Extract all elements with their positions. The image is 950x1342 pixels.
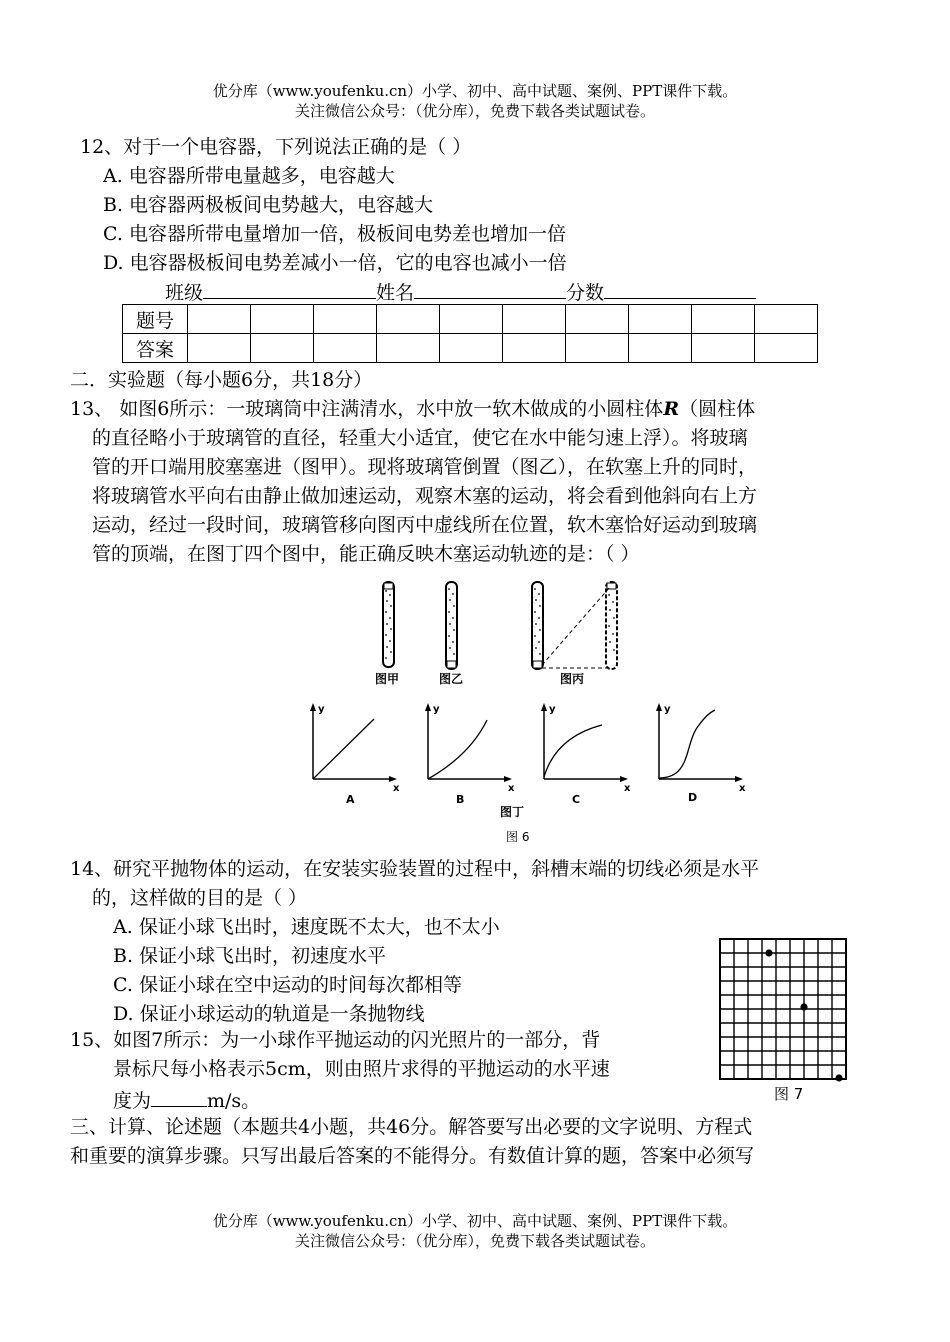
table-cell[interactable] [377, 334, 440, 363]
ball-position-3 [835, 1074, 842, 1081]
score-blank[interactable] [604, 276, 756, 299]
q14-option-b: B. 保证小球飞出时，初速度水平 [113, 945, 387, 967]
header-line-2: 关注微信公众号：（优分库），免费下载各类试题试卷。 [294, 102, 655, 120]
q12-option-d: D. 电容器极板间电势差减小一倍，它的电容也减小一倍 [103, 252, 567, 274]
q15-line-1: 15、如图7所示：为一小球作平抛运动的闪光照片的一部分，背 [70, 1029, 601, 1051]
q13-line-1-text: 13、 如图6所示：一玻璃筒中注满清水，水中放一软木做成的小圆柱体 [70, 398, 664, 420]
tube-jia [383, 582, 394, 667]
table-cell[interactable] [314, 305, 377, 334]
label-tu-jia: 图甲 [375, 672, 400, 686]
q14-option-a: A. 保证小球飞出时，速度既不太大，也不太小 [113, 916, 500, 938]
graph-label-a: A [346, 793, 355, 806]
curve-d [659, 710, 715, 778]
label-tu-yi: 图乙 [439, 672, 464, 686]
r-symbol: R [663, 398, 680, 420]
q13-line-2: 的直径略小于玻璃管的直径，轻重大小适宜，使它在水中能匀速上浮）。将玻璃 [92, 427, 748, 449]
table-cell[interactable] [503, 334, 566, 363]
graph-d [656, 703, 746, 804]
table-cell[interactable] [188, 334, 251, 363]
curve-a [313, 719, 374, 779]
axis-y-label: y [664, 704, 671, 715]
curve-b [428, 720, 487, 779]
answer-label: 答案 [123, 334, 188, 363]
q13-line-5: 运动，经过一段时间，玻璃管移向图丙中虚线所在位置，软木塞恰好运动到玻璃 [92, 514, 758, 536]
tube-bing [532, 582, 617, 669]
table-cell[interactable] [629, 305, 692, 334]
table-cell[interactable] [566, 334, 629, 363]
q12-option-b: B. 电容器两极板间电势越大，电容越大 [103, 194, 434, 216]
graph-a [310, 703, 400, 806]
section-2-title: 二．实验题（每小题6分，共18分） [70, 369, 373, 391]
section-3-line-1: 三、计算、论述题（本题共4小题，共46分。解答要写出必要的文字说明、方程式 [70, 1116, 753, 1138]
header-line-1: 优分库（www.youfenku.cn）小学、初中、高中试题、案例、PPT课件下载。 [212, 82, 738, 100]
table-cell[interactable] [440, 305, 503, 334]
question-number-label: 题号 [123, 305, 188, 334]
ball-position-2 [800, 1003, 807, 1010]
q15-line-2: 景标尺每小格表示5cm，则由照片求得的平抛运动的水平速 [113, 1058, 610, 1080]
footer-line-1: 优分库（www.youfenku.cn）小学、初中、高中试题、案例、PPT课件下载。 [212, 1212, 738, 1230]
ball-position-1 [765, 949, 772, 956]
figure-6 [300, 575, 760, 850]
axis-x-label: x [508, 783, 515, 794]
figure-7-caption: 图 7 [774, 1085, 804, 1103]
table-cell[interactable] [251, 334, 314, 363]
q14-line-2: 的，这样做的目的是（ ） [92, 887, 308, 909]
footer-line-2: 关注微信公众号：（优分库），免费下载各类试题试卷。 [294, 1232, 655, 1250]
axis-y-label: y [433, 704, 440, 715]
q12-option-c: C. 电容器所带电量增加一倍，极板间电势差也增加一倍 [103, 223, 566, 245]
q12-option-a: A. 电容器所带电量越多，电容越大 [103, 165, 395, 187]
q13-line-1-suffix: （圆柱体 [679, 398, 756, 420]
table-cell[interactable] [314, 334, 377, 363]
tube-yi [446, 582, 457, 669]
graph-b [425, 703, 515, 806]
q14-option-c: C. 保证小球在空中运动的时间每次都相等 [113, 974, 462, 996]
figure-6-caption: 图 6 [506, 830, 530, 844]
section-3-line-2: 和重要的演算步骤。只写出最后答案的不能得分。有数值计算的题，答案中必须写 [70, 1145, 755, 1167]
label-tu-bing: 图丙 [560, 672, 585, 686]
figure-7 [712, 935, 862, 1105]
class-label: 班级 [165, 282, 204, 304]
table-cell[interactable] [377, 305, 440, 334]
class-blank[interactable] [203, 276, 376, 299]
table-cell[interactable] [692, 305, 755, 334]
graph-label-b: B [456, 793, 465, 806]
table-cell[interactable] [755, 334, 818, 363]
q14-option-d: D. 保证小球运动的轨道是一条抛物线 [113, 1003, 425, 1025]
student-info-line [165, 276, 756, 307]
graph-c [541, 703, 631, 806]
velocity-blank[interactable] [151, 1084, 207, 1107]
table-cell[interactable] [440, 334, 503, 363]
q12-stem: 12、对于一个电容器，下列说法正确的是（ ） [80, 136, 472, 158]
axis-x-label: x [739, 783, 746, 794]
table-cell[interactable] [188, 305, 251, 334]
table-cell[interactable] [692, 334, 755, 363]
axis-y-label: y [549, 704, 556, 715]
name-label: 姓名 [376, 282, 415, 304]
answer-table-row-numbers [123, 305, 818, 334]
q13-line-3: 管的开口端用胶塞塞进（图甲）。现将玻璃管倒置（图乙），在软塞上升的同时， [92, 456, 758, 478]
label-tu-ding: 图丁 [500, 805, 525, 819]
table-cell[interactable] [251, 305, 314, 334]
table-cell[interactable] [629, 334, 692, 363]
curve-c [544, 725, 602, 777]
q15-line-3 [113, 1084, 260, 1115]
score-label: 分数 [566, 282, 605, 304]
answer-table-row-answers [123, 334, 818, 363]
q13-line-1 [70, 395, 755, 423]
q13-line-6: 管的顶端，在图丁四个图中，能正确反映木塞运动轨迹的是：（ ） [92, 543, 640, 565]
answer-table [122, 304, 818, 363]
q14-line-1: 14、研究平抛物体的运动，在安装实验装置的过程中，斜槽末端的切线必须是水平 [70, 858, 760, 880]
axis-y-label: y [318, 704, 325, 715]
table-cell[interactable] [566, 305, 629, 334]
name-blank[interactable] [414, 276, 566, 299]
axis-x-label: x [624, 783, 631, 794]
axis-x-label: x [393, 783, 400, 794]
q15-unit: m/s。 [207, 1090, 261, 1112]
table-cell[interactable] [755, 305, 818, 334]
q13-line-4: 将玻璃管水平向右由静止做加速运动，观察木塞的运动，将会看到他斜向右上方 [92, 485, 758, 507]
graph-label-d: D [688, 791, 698, 804]
q15-line-3-pre: 度为 [113, 1090, 152, 1112]
graph-label-c: C [572, 793, 581, 806]
table-cell[interactable] [503, 305, 566, 334]
